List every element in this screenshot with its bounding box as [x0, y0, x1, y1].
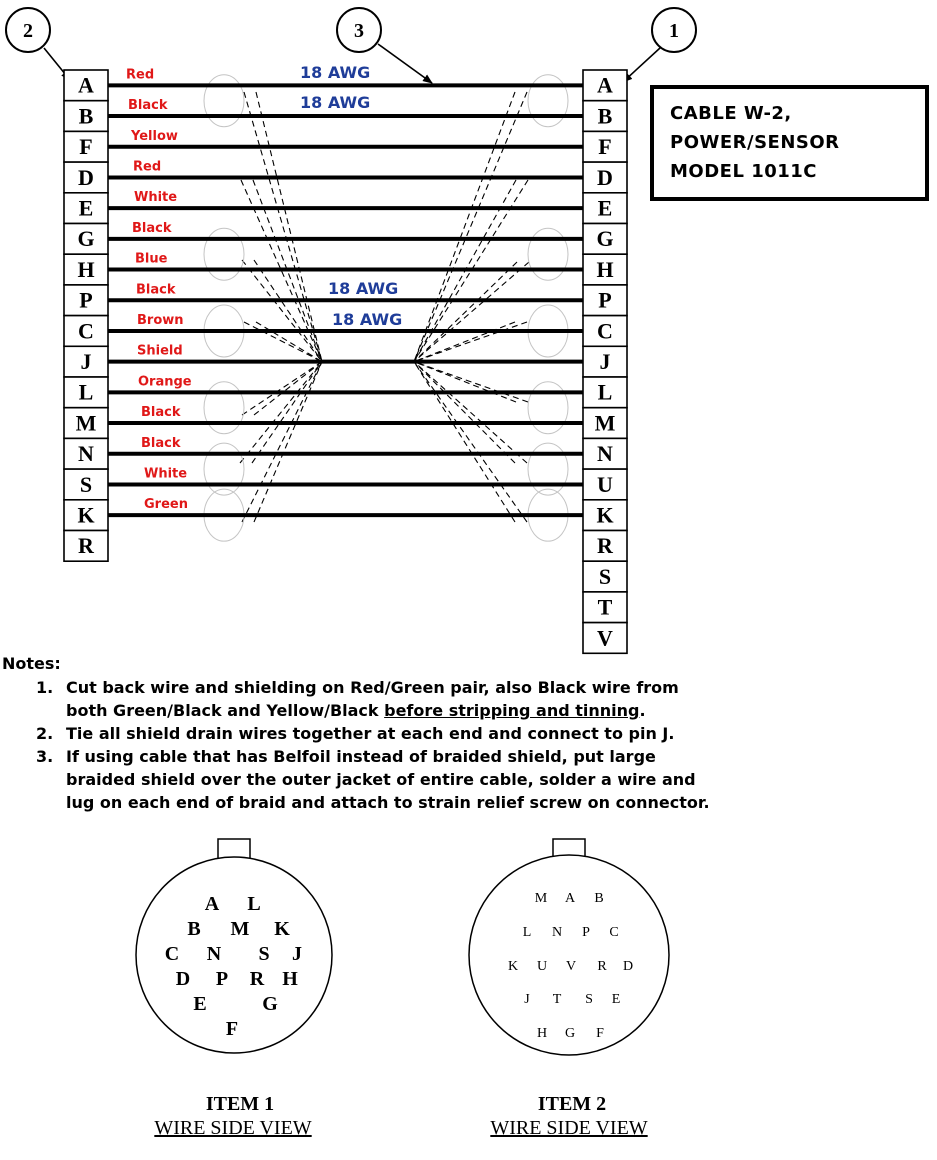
note-1	[36, 676, 930, 722]
right-pin-A	[583, 70, 627, 101]
left-pin-P	[64, 285, 108, 316]
connector-1-pin-letter: H	[282, 968, 298, 990]
wire-color-label: Red	[126, 67, 155, 83]
right-pin-F	[583, 131, 627, 162]
item-2-subtitle: WIRE SIDE VIEW	[490, 1117, 648, 1139]
left-pin-label: B	[78, 103, 94, 129]
connector-1-pin-letter: F	[225, 1018, 239, 1040]
right-pin-P	[583, 285, 627, 316]
left-pin-label: F	[79, 134, 93, 160]
item-1-title: ITEM 1	[205, 1093, 275, 1115]
left-pin-F	[64, 131, 108, 162]
connector-2-pin-letter: L	[522, 925, 532, 940]
note-2-number: 2.	[36, 724, 54, 743]
awg-label-a: 18 AWG	[300, 63, 371, 82]
note-3-line-2: braided shield over the outer jacket of entire cable, solder a wire and	[66, 770, 696, 789]
right-pin-label: K	[596, 502, 614, 528]
left-pin-S	[64, 469, 108, 500]
connector-1-pin-letter: S	[258, 943, 270, 965]
wire-color-label: Red	[133, 159, 162, 175]
connector-1-pin-letter: R	[249, 968, 265, 990]
connector-2-pin-letter: N	[551, 925, 563, 940]
left-pin-C	[64, 316, 108, 347]
notes-heading: Notes:	[2, 654, 61, 673]
connector-2-pin-letter: B	[594, 891, 604, 906]
cable-title-line-3: MODEL 1011C	[670, 161, 817, 182]
connector-item-1	[136, 839, 332, 1139]
right-pin-N	[583, 438, 627, 469]
left-connector-pins	[64, 70, 108, 561]
left-pin-J	[64, 346, 108, 377]
wire-color-labels	[126, 67, 192, 512]
connector-2-pin-letter: J	[524, 992, 530, 1007]
right-pin-label: P	[598, 287, 612, 313]
right-pin-label: S	[598, 563, 612, 589]
callout-1-label: 1	[669, 20, 679, 42]
item-2-title: ITEM 2	[537, 1093, 607, 1115]
wire-color-label: Black	[128, 98, 168, 114]
right-pin-U	[583, 469, 627, 500]
left-pin-label: H	[77, 256, 95, 282]
right-pin-G	[583, 224, 627, 255]
right-pin-C	[583, 316, 627, 347]
right-pin-V	[583, 623, 627, 654]
connector-1-pin-letter: K	[274, 918, 290, 940]
left-pin-label: L	[78, 379, 94, 405]
note-3-number: 3.	[36, 747, 54, 766]
wire-color-label: Yellow	[131, 128, 178, 144]
connector-1-pin-letter: L	[247, 893, 261, 915]
right-pin-T	[583, 592, 627, 623]
note-1-line-2-plain: both Green/Black and Yellow/Black	[66, 701, 385, 720]
wire-color-label: Black	[136, 282, 176, 298]
cable-title-line-2: POWER/SENSOR	[670, 132, 840, 153]
connector-2-pin-letter: T	[552, 992, 562, 1007]
right-connector-pins	[583, 70, 627, 653]
connector-2-pin-letter: C	[609, 925, 619, 940]
left-pin-label: J	[80, 349, 92, 374]
wire-color-label: Blue	[135, 251, 168, 267]
right-pin-label: D	[597, 164, 613, 190]
right-pin-label: C	[597, 318, 613, 344]
right-pin-label: H	[596, 256, 614, 282]
right-pin-label: U	[597, 471, 613, 497]
right-pin-label: G	[596, 226, 614, 252]
connector-2-pin-letter: E	[611, 992, 621, 1007]
callout-2-label: 2	[23, 20, 33, 42]
connector-2-pin-letter: F	[596, 1026, 604, 1041]
connector-2-pin-letter: K	[507, 959, 519, 974]
left-pin-label: A	[78, 72, 94, 98]
right-pin-label: N	[597, 441, 613, 467]
connector-1-pin-letter: C	[164, 943, 180, 965]
left-pin-L	[64, 377, 108, 408]
left-pin-K	[64, 500, 108, 531]
connector-1-pin-letter: P	[215, 968, 229, 990]
right-pin-label: R	[597, 533, 613, 559]
left-pin-D	[64, 162, 108, 193]
cable-title-box	[650, 85, 929, 201]
callout-1	[623, 8, 696, 82]
left-pin-label: N	[78, 441, 94, 467]
item-1-subtitle: WIRE SIDE VIEW	[154, 1117, 312, 1139]
right-pin-label: A	[597, 72, 613, 98]
shield-drain-lines	[240, 92, 529, 522]
awg-label-b: 18 AWG	[300, 93, 371, 112]
left-pin-label: P	[79, 287, 93, 313]
left-pin-label: M	[75, 410, 97, 436]
wire-color-label: Shield	[137, 343, 183, 359]
note-3-line-3: lug on each end of braid and attach to strain relief screw on connector.	[66, 793, 710, 812]
right-pin-R	[583, 531, 627, 562]
left-pin-label: K	[77, 502, 95, 528]
connector-2-pin-letter: P	[582, 925, 590, 940]
left-pin-H	[64, 254, 108, 285]
shield-ovals	[204, 75, 568, 541]
left-pin-label: C	[78, 318, 94, 344]
right-pin-J	[583, 346, 627, 377]
note-1-line-2	[66, 699, 930, 722]
left-pin-G	[64, 224, 108, 255]
left-pin-N	[64, 438, 108, 469]
right-pin-D	[583, 162, 627, 193]
connector-2-pin-letter: G	[564, 1026, 576, 1041]
right-pin-label: J	[599, 349, 611, 374]
connector-1-pin-letter: G	[262, 993, 278, 1015]
right-pin-label: L	[597, 379, 613, 405]
connector-1-pin-letter: E	[193, 993, 207, 1015]
right-pin-B	[583, 101, 627, 132]
connector-2-pin-letter: U	[536, 959, 548, 974]
awg-label-c: 18 AWG	[332, 310, 403, 329]
right-pin-E	[583, 193, 627, 224]
connector-2-pin-letter: A	[564, 891, 576, 906]
wire-color-label: Green	[144, 497, 188, 513]
left-pin-label: S	[79, 471, 93, 497]
connector-2-pin-letter: H	[536, 1026, 548, 1041]
left-pin-label: G	[77, 226, 95, 252]
connector-1-pin-letter: J	[292, 943, 302, 965]
left-pin-label: E	[78, 195, 94, 221]
connector-1-pin-letter: D	[175, 968, 191, 990]
right-pin-M	[583, 408, 627, 439]
left-pin-label: R	[78, 533, 94, 559]
left-pin-M	[64, 408, 108, 439]
right-pin-label: E	[597, 195, 613, 221]
awg-label-p: 18 AWG	[328, 279, 399, 298]
wire-color-label: White	[134, 190, 178, 206]
note-1-line-2-end: .	[639, 701, 646, 720]
right-pin-label: T	[597, 594, 613, 620]
callout-3-label: 3	[354, 20, 364, 42]
wire-color-label: Black	[141, 405, 181, 421]
notes-section	[0, 652, 930, 814]
right-pin-label: M	[594, 410, 616, 436]
note-2	[36, 722, 930, 745]
note-3-line-1: If using cable that has Belfoil instead of braided shield, put large	[66, 747, 656, 766]
cable-title-line-1: CABLE W-2,	[670, 103, 792, 124]
left-pin-R	[64, 531, 108, 562]
right-pin-S	[583, 561, 627, 592]
wire-color-label: Black	[132, 220, 172, 236]
left-pin-label: D	[78, 164, 94, 190]
callout-2	[6, 8, 70, 80]
connector-1-pin-letter: A	[204, 893, 220, 915]
right-pin-label: F	[598, 134, 612, 160]
connector-2-pin-letter: R	[597, 959, 607, 974]
note-1-line-2-underlined: before stripping and tinning	[384, 701, 640, 720]
connector-1-pin-letter: M	[230, 918, 250, 940]
connector-2-pin-letter: D	[622, 959, 634, 974]
note-1-number: 1.	[36, 678, 54, 697]
right-pin-label: B	[597, 103, 613, 129]
right-pin-H	[583, 254, 627, 285]
right-pin-K	[583, 500, 627, 531]
connector-1-pin-letter: B	[187, 918, 201, 940]
right-pin-L	[583, 377, 627, 408]
note-1-line-1: Cut back wire and shielding on Red/Green pair, also Black wire from	[66, 678, 679, 697]
left-pin-E	[64, 193, 108, 224]
connector-2-pin-letter: M	[534, 891, 548, 906]
wire-color-label: Black	[141, 435, 181, 451]
left-pin-A	[64, 70, 108, 101]
wire-color-label: White	[144, 466, 188, 482]
wire-color-label: Brown	[137, 312, 184, 328]
connector-1-pin-letter: N	[206, 943, 222, 965]
left-pin-B	[64, 101, 108, 132]
note-2-line-1: Tie all shield drain wires together at each end and connect to pin J.	[66, 724, 675, 743]
connector-2-pin-letter: V	[565, 959, 577, 974]
note-3	[36, 745, 930, 814]
wire-color-label: Orange	[138, 374, 192, 390]
right-pin-label: V	[597, 625, 613, 651]
connector-2-pin-letter: S	[585, 992, 593, 1007]
connector-item-2	[469, 839, 669, 1139]
